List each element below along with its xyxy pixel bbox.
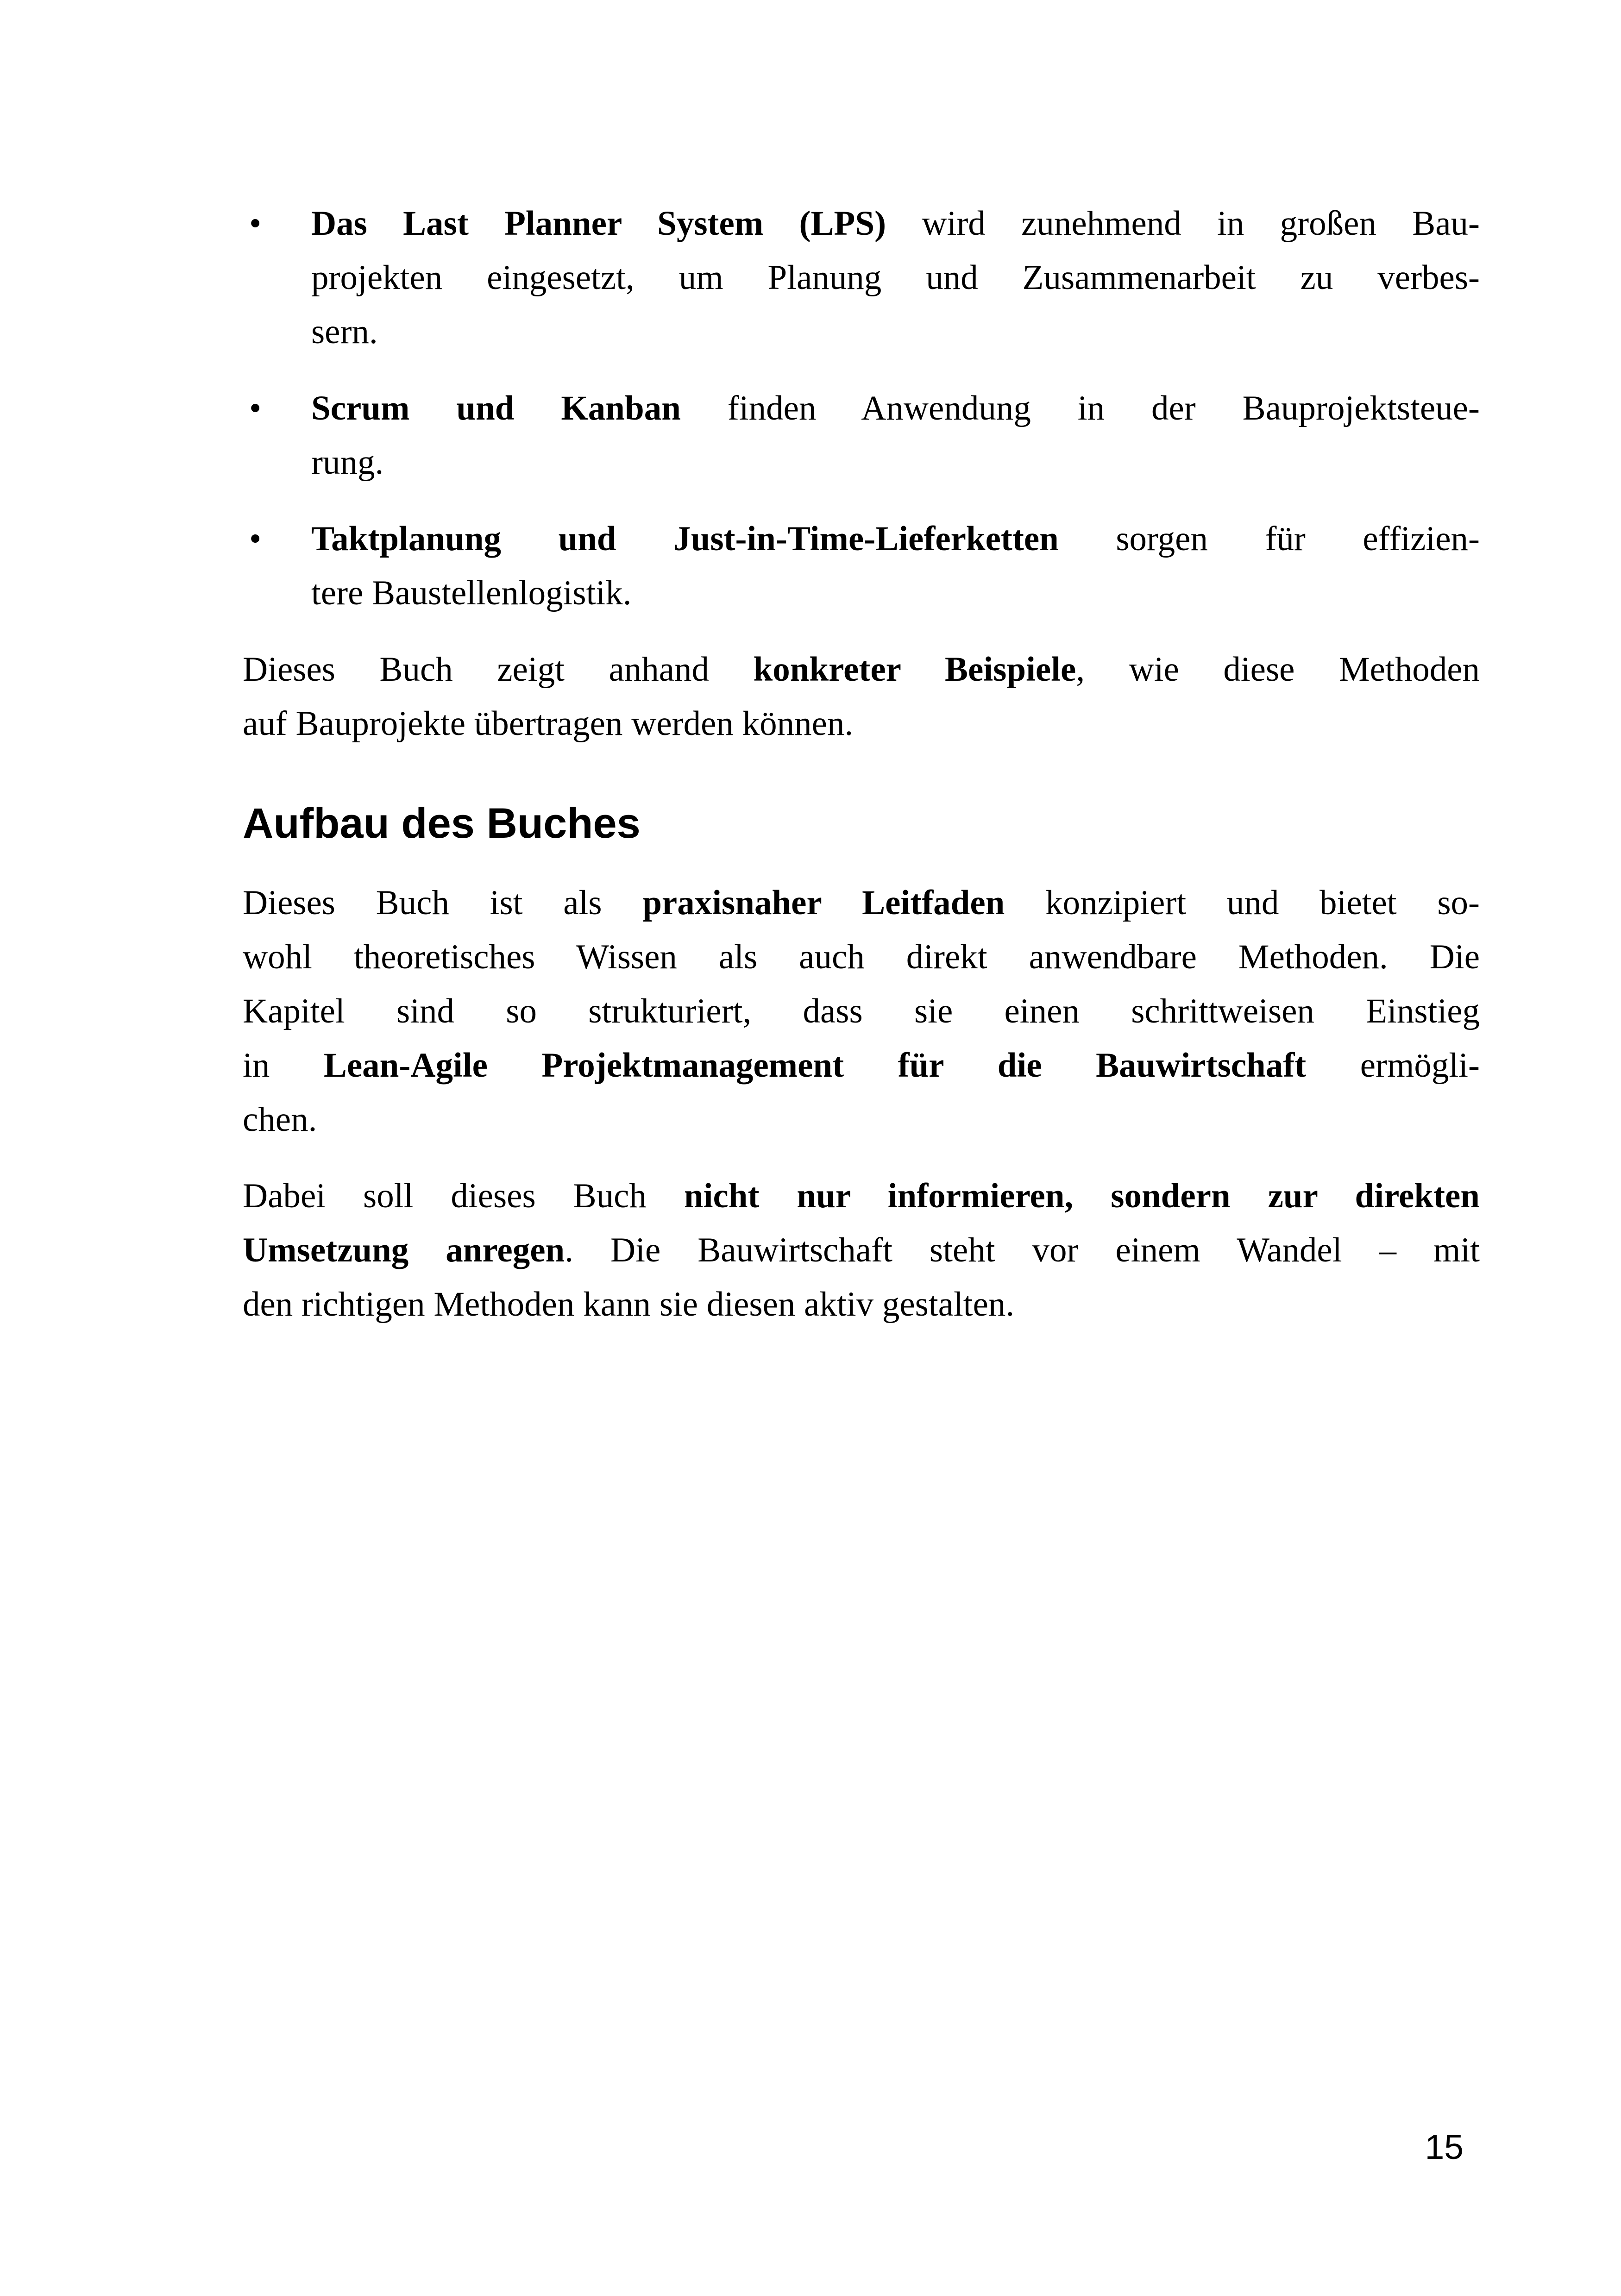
text-line: [311, 512, 1480, 566]
bold-text-segment: Scrum und Kanban: [311, 389, 681, 427]
text-segment: sorgen für effizien-: [1058, 520, 1480, 558]
bold-text-segment: Taktplanung und Just-in-Time-Lieferketten: [311, 520, 1059, 558]
text-segment: Dieses Buch zeigt anhand: [243, 650, 754, 689]
text-segment: konzipiert und bietet so-: [1005, 884, 1480, 922]
text-line: [243, 984, 1480, 1038]
text-segment: . Die Bauwirtschaft steht vor einem Wandel – mit: [565, 1231, 1480, 1269]
bold-text-segment: Das Last Planner System (LPS): [311, 204, 886, 243]
text-segment: auf Bauprojekte übertragen werden können.: [243, 704, 854, 743]
bullet-marker: •: [249, 204, 262, 243]
text-line: [243, 876, 1480, 930]
bold-text-segment: Lean-Agile Projektmanagement für die Bauwirtschaft: [323, 1046, 1307, 1085]
text-segment: Kapitel sind so strukturiert, dass sie einen schrittweisen Einstieg: [243, 992, 1480, 1030]
text-line: [311, 251, 1480, 305]
text-line: [243, 1223, 1480, 1277]
text-line: [311, 566, 1480, 620]
paragraph-lines: [243, 1169, 1480, 1331]
bullet-item: [243, 381, 1480, 489]
text-line: [311, 435, 1480, 489]
text-segment: wird zunehmend in großen Bau-: [886, 204, 1480, 243]
paragraph-lines: [311, 196, 1480, 359]
text-segment: ermögli-: [1306, 1046, 1480, 1085]
text-segment: Dabei soll dieses Buch: [243, 1177, 684, 1215]
text-segment: finden Anwendung in der Bauprojektsteue-: [680, 389, 1480, 427]
text-segment: den richtigen Methoden kann sie diesen aktiv gestalten.: [243, 1285, 1015, 1324]
text-line: [243, 1092, 1480, 1147]
bullet-marker: •: [249, 389, 262, 427]
paragraph: [243, 642, 1480, 751]
text-segment: , wie diese Methoden: [1076, 650, 1480, 689]
text-segment: in: [243, 1046, 324, 1085]
bold-text-segment: nicht nur informieren, sondern zur direkten: [684, 1177, 1480, 1215]
text-line: [311, 305, 1480, 359]
text-segment: chen.: [243, 1100, 317, 1139]
paragraph-lines: [243, 876, 1480, 1147]
paragraph-lines: [243, 642, 1480, 751]
paragraph: [243, 876, 1480, 1147]
section-heading: Aufbau des Buches: [243, 800, 641, 847]
text-line: [243, 1277, 1480, 1331]
text-segment: wohl theoretisches Wissen als auch direkt anwendbare Methoden. Die: [243, 938, 1480, 976]
text-line: [311, 196, 1480, 251]
text-line: [311, 381, 1480, 435]
text-line: [243, 1169, 1480, 1223]
paragraph-lines: [311, 381, 1480, 489]
bullet-marker: •: [249, 520, 262, 558]
bold-text-segment: konkreter Beispiele: [753, 650, 1076, 689]
bullet-item: [243, 196, 1480, 359]
page-number: 15: [1425, 2127, 1464, 2166]
bold-text-segment: praxisnaher Leitfaden: [642, 884, 1005, 922]
text-segment: tere Baustellenlogistik.: [311, 574, 632, 612]
text-line: [243, 1038, 1480, 1092]
paragraph-lines: [311, 512, 1480, 620]
bullet-item: [243, 512, 1480, 620]
text-segment: sern.: [311, 313, 378, 351]
text-segment: rung.: [311, 443, 384, 482]
text-segment: Dieses Buch ist als: [243, 884, 643, 922]
paragraph: [243, 1169, 1480, 1331]
text-line: [243, 642, 1480, 696]
bold-text-segment: Umsetzung anregen: [243, 1231, 565, 1269]
text-line: [243, 696, 1480, 751]
text-segment: projekten eingesetzt, um Planung und Zusammenarbeit zu verbes-: [311, 258, 1480, 297]
page-content: [243, 196, 1480, 1331]
text-line: [243, 930, 1480, 984]
